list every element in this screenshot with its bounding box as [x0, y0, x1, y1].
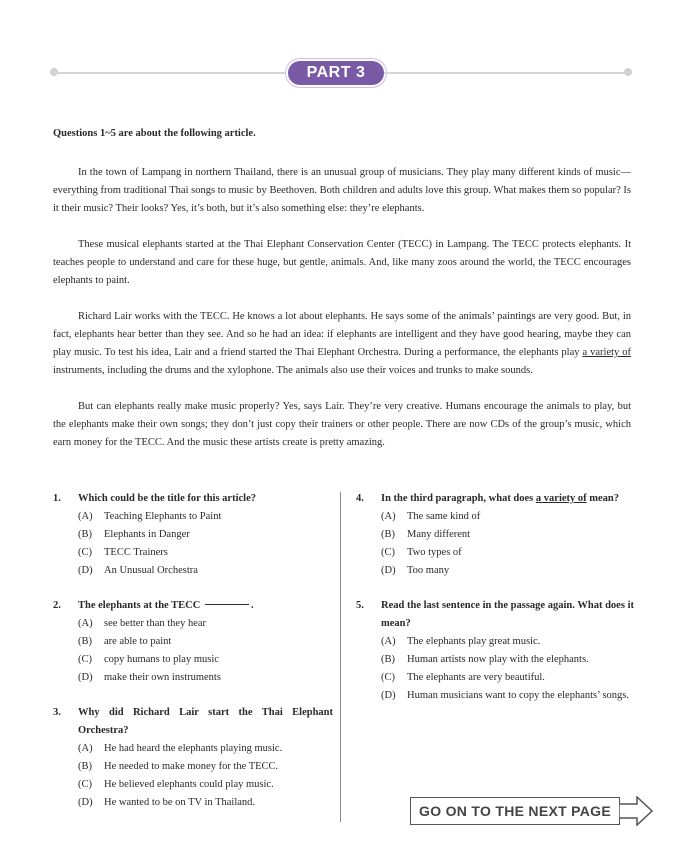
part-badge: PART 3 — [288, 61, 384, 85]
option-letter: (B) — [381, 529, 395, 540]
question-1 — [53, 490, 333, 580]
answer-option[interactable] — [78, 544, 333, 562]
option-letter: (D) — [78, 565, 93, 576]
answer-blank — [205, 604, 249, 605]
question-number: 2. — [53, 600, 61, 611]
question-stem — [78, 597, 333, 615]
header-rule-right — [384, 72, 628, 74]
option-text: He wanted to be on TV in Thailand. — [104, 797, 256, 808]
option-letter: (A) — [381, 636, 396, 647]
header-rule-left — [54, 72, 290, 74]
option-text: Two types of — [407, 547, 462, 558]
go-on-label: GO ON TO THE NEXT PAGE — [410, 797, 620, 825]
question-4 — [356, 490, 634, 580]
answer-option[interactable] — [78, 758, 333, 776]
answer-option[interactable] — [381, 687, 634, 705]
answer-option[interactable] — [381, 526, 634, 544]
question-number: 3. — [53, 707, 61, 718]
underlined-phrase: a variety of — [582, 347, 631, 358]
answer-option[interactable] — [381, 544, 634, 562]
option-text: Many different — [407, 529, 471, 540]
option-text: TECC Trainers — [104, 547, 168, 558]
arrow-right-icon — [619, 796, 653, 826]
answer-option[interactable] — [381, 651, 634, 669]
option-text: The elephants play great music. — [407, 636, 541, 647]
column-divider — [340, 492, 341, 822]
answer-option[interactable] — [78, 526, 333, 544]
answer-option[interactable] — [78, 776, 333, 794]
answer-option[interactable] — [381, 508, 634, 526]
stem-text-end: . — [250, 600, 254, 611]
option-letter: (C) — [78, 547, 92, 558]
option-letter: (C) — [78, 779, 92, 790]
option-letter: (B) — [381, 654, 395, 665]
option-letter: (A) — [78, 618, 93, 629]
option-letter: (A) — [78, 511, 93, 522]
stem-text: In the third paragraph, what does — [381, 493, 536, 504]
option-text: He believed elephants could play music. — [104, 779, 274, 790]
question-2 — [53, 597, 333, 687]
option-letter: (C) — [381, 672, 395, 683]
option-letter: (C) — [381, 547, 395, 558]
answer-option[interactable] — [78, 740, 333, 758]
answer-option[interactable] — [78, 794, 333, 812]
option-text: copy humans to play music — [104, 654, 219, 665]
underlined-phrase: a variety of — [535, 493, 587, 504]
option-text: are able to paint — [104, 636, 172, 647]
option-letter: (A) — [78, 743, 93, 754]
option-text: An Unusual Orchestra — [104, 565, 198, 576]
question-number: 1. — [53, 493, 61, 504]
article-paragraph-2: These musical elephants started at the Thai Elephant Conservation Center (TECC) in Lampang. The TECC protects elephants. It teaches people to understand and care for these huge, but gentle, animals. And, like many zoos around the world, the TECC encourages elephants to paint. — [53, 239, 631, 286]
option-text: Human artists now play with the elephants. — [407, 654, 589, 665]
option-text: see better than they hear — [104, 618, 207, 629]
option-text: Elephants in Danger — [104, 529, 190, 540]
answer-option[interactable] — [78, 508, 333, 526]
option-text: The elephants are very beautiful. — [407, 672, 545, 683]
paragraph-3-text-after: instruments, including the drums and the xylophone. The animals also use their voices and trunks to make sounds. — [53, 365, 533, 376]
questions-left-column — [53, 490, 333, 829]
article-paragraph-4: But can elephants really make music properly? Yes, says Lair. They’re very creative. Humans encourage the animals to play, but the elephants make their own songs; they don’t just copy their trainers or other people. There are now CDs of the group’s music, which earn money for the TECC. And the music these artists create is pretty amazing. — [53, 401, 631, 448]
option-letter: (D) — [381, 565, 396, 576]
article — [53, 164, 631, 470]
question-number: 5. — [356, 600, 364, 611]
option-letter: (D) — [78, 672, 93, 683]
article-paragraph-1: In the town of Lampang in northern Thailand, there is an unusual group of musicians. They play many different kinds of music—everything from traditional Thai songs to music by Beethoven. Both children and adults love this group. What makes them so popular? Is it their music? Their looks? Yes, it’s both, but it’s also something else: they’re elephants. — [53, 167, 631, 214]
question-3 — [53, 704, 333, 812]
option-text: Teaching Elephants to Paint — [104, 511, 222, 522]
option-letter: (C) — [78, 654, 92, 665]
option-text: The same kind of — [407, 511, 481, 522]
answer-option[interactable] — [381, 562, 634, 580]
go-on-next-page-button[interactable] — [410, 796, 653, 826]
option-text: Human musicians want to copy the elephants’ songs. — [407, 690, 630, 701]
answer-option[interactable] — [78, 615, 333, 633]
paragraph-3-text-before: Richard Lair works with the TECC. He knows a lot about elephants. He says some of the animals’ paintings are very good. But, in fact, elephants hear better than they see. And so he had an idea: if elephants are intelligent and they have good hearing, maybe they can play music. To test his idea, Lair and a friend started the Thai Elephant Orchestra. During a performance, the elephants play — [53, 311, 631, 358]
answer-option[interactable] — [78, 669, 333, 687]
question-5 — [356, 597, 634, 705]
option-letter: (B) — [78, 529, 92, 540]
question-stem: Why did Richard Lair start the Thai Elephant Orchestra? — [78, 707, 333, 736]
option-text: He needed to make money for the TECC. — [104, 761, 279, 772]
question-stem: Which could be the title for this article? — [78, 493, 256, 504]
stem-text: The elephants at the TECC — [78, 600, 201, 611]
answer-option[interactable] — [381, 669, 634, 687]
question-stem — [381, 490, 634, 508]
article-paragraph-3 — [53, 308, 631, 380]
answer-option[interactable] — [381, 633, 634, 651]
question-stem: Read the last sentence in the passage again. What does it mean? — [381, 600, 634, 629]
option-letter: (D) — [381, 690, 396, 701]
option-text: Too many — [407, 565, 450, 576]
option-letter: (D) — [78, 797, 93, 808]
answer-option[interactable] — [78, 633, 333, 651]
questions-intro: Questions 1~5 are about the following article. — [53, 128, 256, 139]
header-rule-dot-right — [624, 68, 632, 76]
questions-right-column — [356, 490, 634, 722]
question-number: 4. — [356, 493, 364, 504]
stem-text-end: mean? — [586, 493, 620, 504]
option-letter: (B) — [78, 761, 92, 772]
option-text: He had heard the elephants playing music. — [104, 743, 283, 754]
option-letter: (B) — [78, 636, 92, 647]
option-text: make their own instruments — [104, 672, 221, 683]
option-letter: (A) — [381, 511, 396, 522]
answer-option[interactable] — [78, 651, 333, 669]
answer-option[interactable] — [78, 562, 333, 580]
